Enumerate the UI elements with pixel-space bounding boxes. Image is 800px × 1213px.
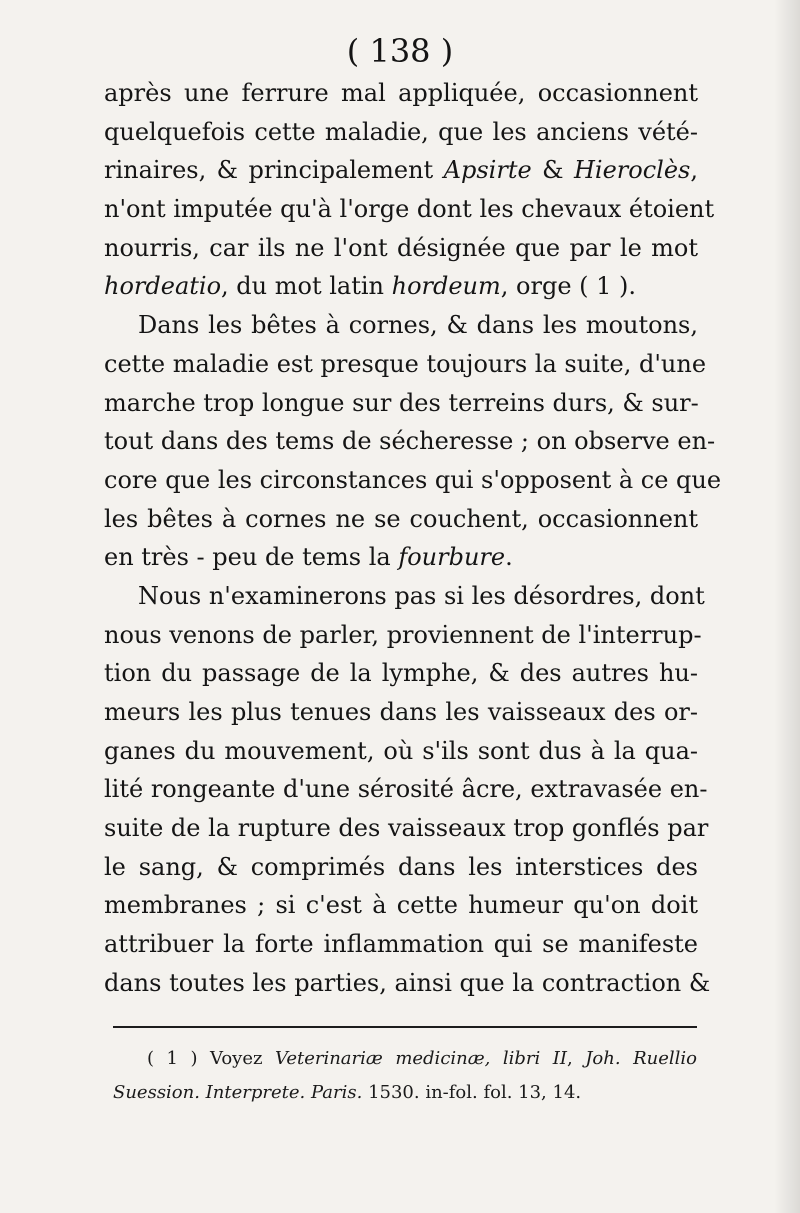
- body-text-segment: , orge ( 1 ).: [500, 272, 637, 301]
- body-text-segment: Apsirte: [443, 156, 532, 185]
- body-text-segment: tout dans des tems de sécheresse ; on observe en-: [104, 427, 716, 456]
- footnote-text-segment: Veterinariæ medicinæ, libri II: [274, 1048, 567, 1069]
- body-text-segment: , du mot latin: [221, 272, 392, 301]
- body-text-segment: ganes du mouvement, où s'ils sont dus à la qua-: [104, 736, 698, 765]
- body-text-segment: Dans les bêtes à cornes, & dans les moutons,: [138, 311, 698, 340]
- body-line: [104, 461, 722, 500]
- page-number: ( 138 ): [346, 32, 454, 70]
- footnote-rule: [113, 1026, 697, 1028]
- body-line: [104, 345, 707, 384]
- footnote-line: [113, 1042, 697, 1076]
- footnote-text-segment: Joh. Ruellio: [585, 1048, 697, 1069]
- body-line: [104, 616, 702, 655]
- body-line: [104, 190, 715, 229]
- footnote-text-segment: Suession. Interprete. Paris.: [113, 1082, 363, 1103]
- body-text-segment: .: [505, 543, 513, 572]
- body-line: [104, 538, 698, 577]
- body-text-segment: le sang, & comprimés dans les interstices des: [104, 852, 698, 881]
- body-line: [104, 964, 711, 1003]
- body-line: [104, 74, 698, 113]
- body-text-segment: fourbure: [398, 543, 506, 572]
- body-line: [104, 306, 698, 345]
- body-text-segment: Nous n'examinerons pas si les désordres, dont: [138, 581, 705, 610]
- body-text-segment: n'ont imputée qu'à l'orge dont les chevaux étoient: [104, 195, 715, 224]
- body-line: [104, 151, 698, 190]
- body-text-segment: Hieroclès: [573, 156, 691, 185]
- body-line: [104, 848, 698, 887]
- body-line: [104, 770, 708, 809]
- body-line: [104, 693, 698, 732]
- body-text-segment: les bêtes à cornes ne se couchent, occasionnent: [104, 504, 698, 533]
- body-line: [104, 384, 698, 423]
- body-text-segment: &: [531, 156, 574, 185]
- body-text-segment: meurs les plus tenues dans les vaisseaux des or-: [104, 698, 698, 726]
- footnote-line: [113, 1076, 697, 1110]
- body-line: [104, 732, 698, 771]
- body-line: [104, 422, 716, 461]
- body-text-segment: suite de la rupture des vaisseaux trop gonflés par: [104, 814, 709, 843]
- body-text: [104, 74, 722, 1003]
- body-text-segment: en très - peu de tems la: [104, 543, 399, 572]
- body-text-segment: nous venons de parler, proviennent de l'interrup-: [104, 620, 702, 649]
- body-text-segment: quelquefois cette maladie, que les anciens vété-: [104, 117, 698, 146]
- body-line: [104, 809, 709, 848]
- body-text-segment: attribuer la forte inflammation qui se manifeste: [104, 930, 698, 959]
- body-line: [104, 229, 698, 268]
- body-line: [104, 925, 698, 964]
- body-text-segment: dans toutes les parties, ainsi que la contraction &: [104, 968, 711, 997]
- footnote-text-segment: ( 1 ) Voyez: [147, 1048, 275, 1069]
- body-text-segment: rinaires, & principalement: [104, 156, 444, 185]
- body-line: [104, 577, 705, 616]
- body-text-segment: marche trop longue sur des terreins durs, & sur-: [104, 388, 699, 417]
- body-text-segment: membranes ; si c'est à cette humeur qu'on doit: [104, 891, 698, 920]
- body-line: [104, 113, 698, 152]
- page-edge-shadow: [774, 0, 800, 1213]
- footnote: [113, 1042, 697, 1110]
- body-text-segment: lité rongeante d'une sérosité âcre, extravasée en-: [104, 775, 708, 804]
- body-text-segment: après une ferrure mal appliquée, occasionnent: [104, 79, 698, 107]
- body-text-segment: ,: [690, 156, 698, 185]
- body-text-segment: tion du passage de la lymphe, & des autres hu-: [104, 659, 698, 688]
- body-text-segment: hordeum: [391, 272, 501, 301]
- body-text-segment: nourris, car ils ne l'ont désignée que par le mot: [104, 233, 698, 262]
- footnote-text-segment: ,: [567, 1048, 586, 1069]
- body-line: [104, 500, 698, 539]
- body-text-segment: core que les circonstances qui s'opposent à ce que: [104, 465, 722, 494]
- footnote-text-segment: 1530. in-fol. fol. 13, 14.: [362, 1082, 582, 1103]
- body-line: [104, 654, 698, 693]
- body-text-segment: cette maladie est presque toujours la suite, d'une: [104, 349, 707, 378]
- body-line: [104, 267, 698, 306]
- body-line: [104, 886, 698, 925]
- body-text-segment: hordeatio: [104, 272, 222, 301]
